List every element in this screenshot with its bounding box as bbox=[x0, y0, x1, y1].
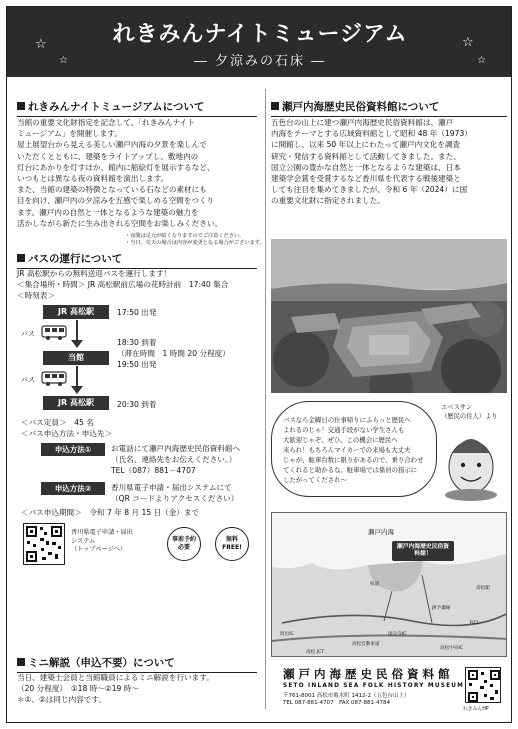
museum-name: 瀬戸内海歴史民俗資料館 bbox=[283, 667, 454, 681]
bus-capacity: ＜バス定員＞ 45 名 ＜バス申込方法・申込先＞ bbox=[21, 418, 113, 439]
station-jr-takamatsu-return: JR 高松駅 bbox=[43, 396, 109, 410]
museum-heading: 瀬戸内海歴史民俗資料館について bbox=[271, 99, 507, 117]
about-notes: ・夜間は足元が暗くなりますのでご注意ください。 ・当日、荒天の場合は内容が変更となる場合がございます。 bbox=[125, 233, 265, 246]
star-icon: ☆ bbox=[477, 55, 486, 66]
map-label: 高松 JCT bbox=[306, 650, 325, 655]
method-1-label: 申込方法① bbox=[41, 443, 105, 456]
map-label: 高松自動車道 bbox=[352, 642, 380, 647]
method-2-label: 申込方法② bbox=[41, 482, 105, 495]
museum-qr-code-image[interactable] bbox=[465, 667, 501, 703]
museum-aerial-photo bbox=[271, 239, 507, 393]
about-body: 当館の重要文化財指定を記念して、「れきみんナイト ミュージアム」を開催します。 屋上展望台から見える美しい瀬戸内海の夕景を楽しんで いただくとともに、建築をライトアップし、敷地内の 灯台にあかりを灯すほか、館内に船絵灯を展示するなど、 いつもとは異なる夜の資料館を演出します。 また、当館の建築の特徴となっている石などの素材にも 目を向け、瀬戸内の夕涼みを五感で楽しめる空間をつくり ます。瀬戸内の自然と一体となるような建築の魅力を 活かしながら新たに生み出される空間をお楽しみください。 bbox=[17, 118, 223, 228]
arrow-down-icon bbox=[67, 320, 87, 348]
museum-address: 〒761-8001 高松市亀水町 1412-2（五色台山上） TEL 087-881-4707 FAX 087-881-4784 bbox=[283, 693, 410, 706]
map-label: 坂出IC bbox=[280, 632, 294, 637]
arrow-down-icon bbox=[67, 366, 87, 394]
bus-label: バス bbox=[21, 376, 35, 384]
map-label: JR予讃線 bbox=[432, 606, 451, 611]
qr-caption: 香川県電子申請・届出 システム （トップページへ） bbox=[71, 529, 133, 553]
departure-time: 17:50 出発 bbox=[117, 308, 157, 317]
mini-body: 当日、建築士会員と当館職員によるミニ解説を行います。 （20 分程度） ①18 時～②19 時～ ＊①、②は同じ内容です。 bbox=[17, 673, 214, 705]
star-icon: ☆ bbox=[35, 37, 47, 52]
character-caption: エベスサン （歴民の住人）より bbox=[441, 404, 498, 420]
station-jr-takamatsu: JR 高松駅 bbox=[43, 305, 109, 319]
column-divider bbox=[265, 89, 266, 709]
page-subtitle: ― 夕涼みの石床 ― bbox=[193, 54, 327, 69]
museum-name-english: SETO INLAND SEA FOLK HISTORY MUSEUM bbox=[283, 683, 465, 689]
map-sea-label: 瀬戸内海 bbox=[368, 528, 394, 536]
map-label: 国分寺IC bbox=[388, 632, 407, 637]
reservation-badge: 事前予約 必要 bbox=[167, 527, 201, 561]
ebisu-character-image bbox=[441, 425, 501, 501]
map-label: R11 bbox=[470, 621, 480, 626]
method-1-text: お電話にて瀬戸内海歴史民俗資料館へ （氏名、連絡先をお伝えください。） TEL（087）881－4707 bbox=[111, 444, 241, 476]
about-heading: れきみんナイトミュージアムについて bbox=[17, 99, 257, 117]
mini-heading: ミニ解説（申込不要）について bbox=[17, 655, 257, 673]
star-icon: ☆ bbox=[59, 55, 68, 66]
bus-intro: JR 高松駅からの無料送迎バスを運行します！ ＜集合場所・時間＞ JR 高松駅前広場の花時計前 17:40 集合 ＜時刻表＞ bbox=[17, 269, 229, 301]
access-map bbox=[271, 512, 507, 657]
bus-icon bbox=[41, 325, 67, 341]
map-label: 県道 bbox=[370, 582, 380, 587]
star-icon: ☆ bbox=[462, 35, 474, 50]
arrival-time: 20:30 到着 bbox=[117, 400, 157, 409]
speech-text: バスなら金曜日の仕事帰りにふらっと歴民へ よれるのじゃ！交通手段がない学生さんも 大歓迎じゃぞ。ぜひ、この機会に歴民へ 来られ！もちろんマイカーでの来場も大丈夫 じゃが、駐車台数に限りがあるので、乗り合わせ てくれると助かるな。駐車場では係員の指示に したがってくだされ～ bbox=[283, 416, 424, 484]
header-banner bbox=[7, 7, 512, 77]
bus-heading: バスの運行について bbox=[17, 251, 257, 269]
page-title: れきみんナイトミュージアム bbox=[112, 22, 408, 47]
museum-times: 18:30 到着 （滞在時間 1 時間 20 分程度） 19:50 出発 bbox=[117, 338, 230, 369]
free-badge: 無料 FREE! bbox=[215, 527, 249, 561]
bus-label: バス bbox=[21, 330, 35, 338]
flyer-page bbox=[6, 6, 512, 723]
map-label: 高松中央IC bbox=[440, 646, 463, 651]
qr-code-image[interactable] bbox=[23, 523, 65, 565]
museum-qr-caption: れきみんHP bbox=[463, 707, 489, 712]
map-museum-marker: 瀬戸内海歴史民俗資料館！ bbox=[392, 541, 454, 561]
apply-period: ＜バス申込期間＞ 令和 7 年 8 月 15 日（金）まで bbox=[21, 508, 200, 517]
method-2-text: 香川県電子申請・届出システムにて （QR コードよりアクセスください） bbox=[111, 483, 239, 504]
museum-body: 五色台の山上に建つ瀬戸内海歴史民俗資料館は、瀬戸 内海をテーマとする広域資料館として昭和 48 年（1973） に開館し、以来 50 年以上にわたって瀬戸内文化を調査 研究・発信する資料館として活動してきました。また、 国立公園の豊かな自然と一体となるような建築は、日本 建築学会賞を受賞するなど香川県を代表する戦後建築と しても注目を集めてきましたが、令和 6 年（2024）に国 の重要文化財に指定されました。 bbox=[271, 118, 472, 206]
station-museum: 当館 bbox=[43, 351, 109, 365]
bus-icon bbox=[41, 371, 67, 387]
map-label: 高松駅 bbox=[476, 586, 490, 591]
